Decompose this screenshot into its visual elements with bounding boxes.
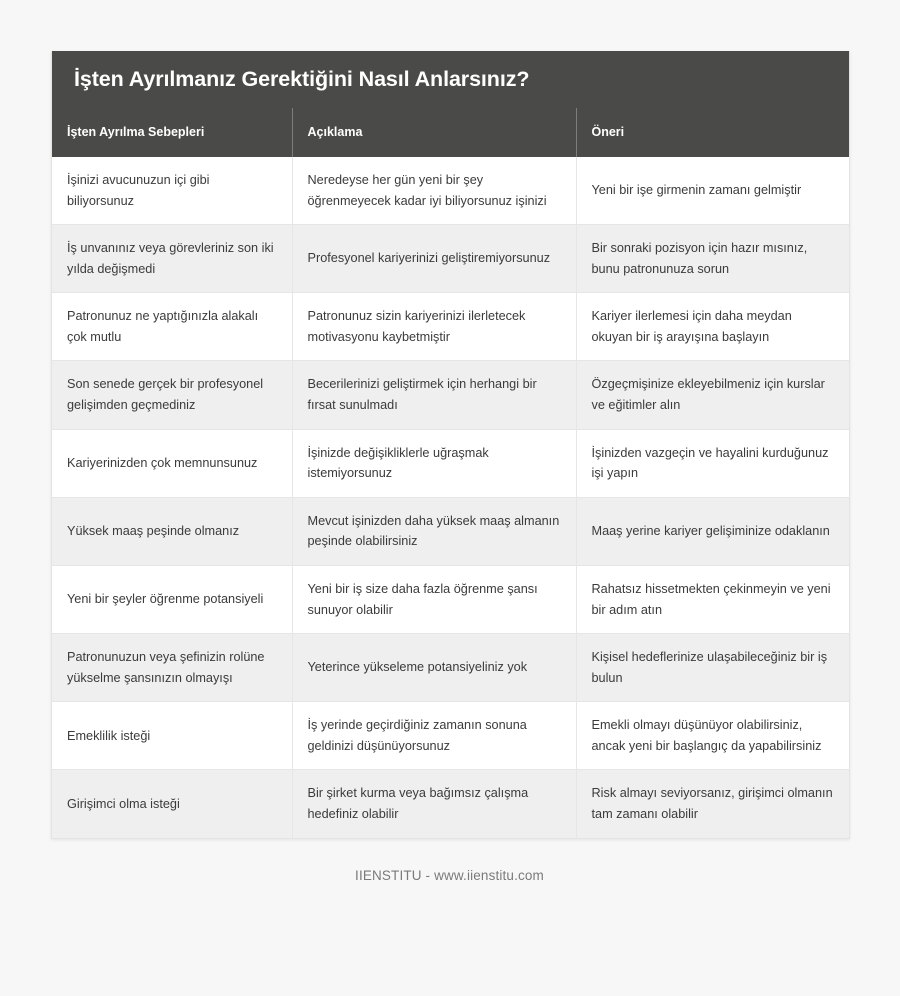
cell-reason: İş unvanınız veya görevleriniz son iki yılda değişmedi [52,225,292,293]
cell-suggestion: Emekli olmayı düşünüyor olabilirsiniz, ancak yeni bir başlangıç da yapabilirsiniz [576,702,849,770]
table-row [52,565,849,633]
column-header-suggestion: Öneri [576,108,849,157]
cell-explanation: Profesyonel kariyerinizi geliştiremiyorsunuz [292,225,576,293]
table-row [52,770,849,838]
column-header-reason: İşten Ayrılma Sebepleri [52,108,292,157]
column-header-explanation: Açıklama [292,108,576,157]
cell-suggestion: Kişisel hedeflerinize ulaşabileceğiniz bir iş bulun [576,634,849,702]
table-row [52,497,849,565]
table-body [52,157,849,838]
cell-explanation: İş yerinde geçirdiğiniz zamanın sonuna geldinizi düşünüyorsunuz [292,702,576,770]
title-bar [52,51,849,108]
table-row [52,157,849,225]
cell-suggestion: Rahatsız hissetmekten çekinmeyin ve yeni bir adım atın [576,565,849,633]
cell-explanation: Patronunuz sizin kariyerinizi ilerletecek motivasyonu kaybetmiştir [292,293,576,361]
cell-suggestion: Risk almayı seviyorsanız, girişimci olmanın tam zamanı olabilir [576,770,849,838]
cell-explanation: Yeni bir iş size daha fazla öğrenme şansı sunuyor olabilir [292,565,576,633]
table-header-row [52,108,849,157]
cell-reason: Emeklilik isteği [52,702,292,770]
cell-explanation: İşinizde değişikliklerle uğraşmak istemiyorsunuz [292,429,576,497]
table-header [52,108,849,157]
cell-suggestion: Özgeçmişinize ekleyebilmeniz için kurslar ve eğitimler alın [576,361,849,429]
table-row [52,429,849,497]
cell-reason: Kariyerinizden çok memnunsunuz [52,429,292,497]
cell-suggestion: Yeni bir işe girmenin zamanı gelmiştir [576,157,849,225]
cell-explanation: Yeterince yükseleme potansiyeliniz yok [292,634,576,702]
cell-suggestion: İşinizden vazgeçin ve hayalini kurduğunuz işi yapın [576,429,849,497]
cell-suggestion: Kariyer ilerlemesi için daha meydan okuyan bir iş arayışına başlayın [576,293,849,361]
cell-explanation: Becerilerinizi geliştirmek için herhangi bir fırsat sunulmadı [292,361,576,429]
cell-suggestion: Bir sonraki pozisyon için hazır mısınız, bunu patronunuza sorun [576,225,849,293]
table-row [52,293,849,361]
footer-credit: IIENSTITU - www.iienstitu.com [355,867,544,883]
cell-suggestion: Maaş yerine kariyer gelişiminize odaklanın [576,497,849,565]
cell-reason: Yeni bir şeyler öğrenme potansiyeli [52,565,292,633]
cell-reason: Son senede gerçek bir profesyonel gelişimden geçmediniz [52,361,292,429]
table-row [52,361,849,429]
cell-explanation: Bir şirket kurma veya bağımsız çalışma hedefiniz olabilir [292,770,576,838]
cell-reason: Girişimci olma isteği [52,770,292,838]
reasons-table [52,108,849,838]
cell-reason: Patronunuz ne yaptığınızla alakalı çok mutlu [52,293,292,361]
cell-explanation: Mevcut işinizden daha yüksek maaş almanın peşinde olabilirsiniz [292,497,576,565]
cell-reason: İşinizi avucunuzun içi gibi biliyorsunuz [52,157,292,225]
cell-reason: Yüksek maaş peşinde olmanız [52,497,292,565]
table-row [52,634,849,702]
infographic-card [51,51,850,839]
cell-reason: Patronunuzun veya şefinizin rolüne yükselme şansınızın olmayışı [52,634,292,702]
table-row [52,702,849,770]
table-row [52,225,849,293]
cell-explanation: Neredeyse her gün yeni bir şey öğrenmeyecek kadar iyi biliyorsunuz işinizi [292,157,576,225]
footer [51,839,848,883]
page-title: İşten Ayrılmanız Gerektiğini Nasıl Anlarsınız? [74,66,530,91]
